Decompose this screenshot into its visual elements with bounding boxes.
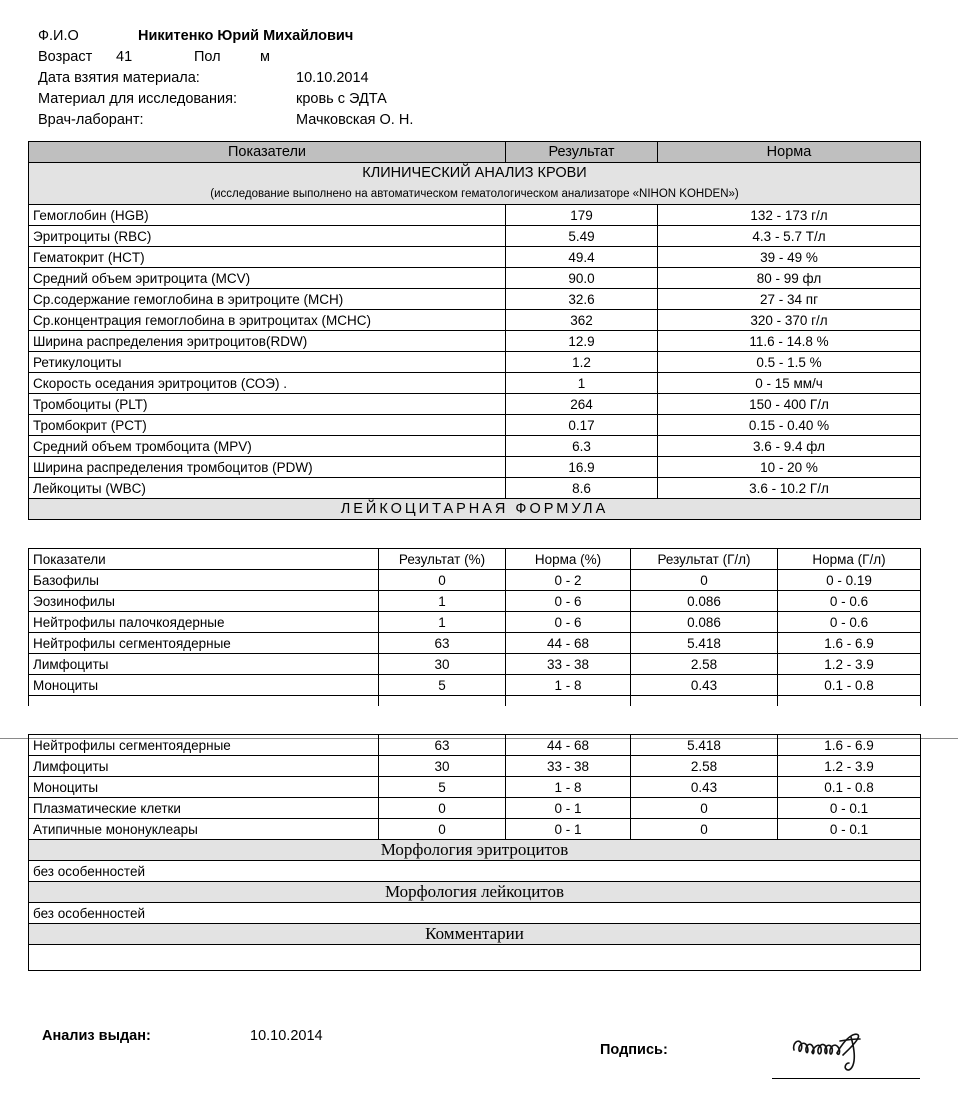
row-name: Ширина распределения тромбоцитов (PDW) xyxy=(29,457,506,478)
section-title-comments: Комментарии xyxy=(29,924,921,945)
material-label: Материал для исследования: xyxy=(38,91,237,107)
row-norm: 3.6 - 9.4 фл xyxy=(658,436,921,457)
table-row xyxy=(29,777,921,798)
collection-date-value: 10.10.2014 xyxy=(296,70,369,86)
row-name: Ср.содержание гемоглобина в эритроците (MCH) xyxy=(29,289,506,310)
table-row xyxy=(29,570,921,591)
row-norm-gl: 1.2 - 3.9 xyxy=(778,756,921,777)
row-norm-pct: 44 - 68 xyxy=(506,633,631,654)
table-row xyxy=(29,352,921,373)
signature-label: Подпись: xyxy=(600,1042,668,1058)
row-norm-pct: 33 - 38 xyxy=(506,654,631,675)
column-header-indicator: Показатели xyxy=(29,549,379,570)
table-row xyxy=(29,226,921,247)
row-result-pct: 1 xyxy=(379,612,506,633)
column-header-result-pct: Результат (%) xyxy=(379,549,506,570)
issued-date: 10.10.2014 xyxy=(250,1028,323,1044)
row-name: Средний объем тромбоцита (MPV) xyxy=(29,436,506,457)
row-name: Тромбоциты (PLT) xyxy=(29,394,506,415)
collection-date-label: Дата взятия материала: xyxy=(38,70,200,86)
row-norm-pct xyxy=(506,696,631,706)
row-norm: 39 - 49 % xyxy=(658,247,921,268)
row-norm: 150 - 400 Г/л xyxy=(658,394,921,415)
row-result-pct: 5 xyxy=(379,777,506,798)
row-norm: 27 - 34 пг xyxy=(658,289,921,310)
section-subtitle-clinical: (исследование выполнено на автоматическом гематологическом анализаторе «NIHON KOHDEN») xyxy=(29,184,921,205)
table-header-row xyxy=(29,142,921,163)
section-title-erythrocyte-morphology: Морфология эритроцитов xyxy=(29,840,921,861)
table-row xyxy=(29,478,921,499)
row-name: Скорость оседания эритроцитов (СОЭ) . xyxy=(29,373,506,394)
patient-age-sex-row xyxy=(38,47,538,68)
row-result-gl: 0 xyxy=(631,798,778,819)
row-result-pct: 1 xyxy=(379,591,506,612)
row-name: Лимфоциты xyxy=(29,654,379,675)
row-result: 179 xyxy=(506,205,658,226)
row-name: Тромбокрит (PCT) xyxy=(29,415,506,436)
row-name: Нейтрофилы палочкоядерные xyxy=(29,612,379,633)
table-row xyxy=(29,205,921,226)
leukocyte-formula-table-page2 xyxy=(28,734,921,971)
row-result-gl: 0 xyxy=(631,570,778,591)
row-result-pct: 30 xyxy=(379,756,506,777)
row-result: 16.9 xyxy=(506,457,658,478)
patient-fio-row xyxy=(38,26,538,47)
row-result-pct: 5 xyxy=(379,675,506,696)
signature-image xyxy=(788,1028,908,1078)
row-name: Нейтрофилы сегментоядерные xyxy=(29,735,379,756)
row-norm-gl: 0.1 - 0.8 xyxy=(778,777,921,798)
comments-value xyxy=(29,945,921,971)
section-title-clinical: КЛИНИЧЕСКИЙ АНАЛИЗ КРОВИ xyxy=(29,163,921,184)
leukocyte-formula-table-page1 xyxy=(28,548,921,706)
table-row xyxy=(29,415,921,436)
row-norm-pct: 44 - 68 xyxy=(506,735,631,756)
row-name: Ср.концентрация гемоглобина в эритроцитах (MCHC) xyxy=(29,310,506,331)
row-result-pct: 63 xyxy=(379,735,506,756)
table-row xyxy=(29,735,921,756)
row-result-pct: 0 xyxy=(379,798,506,819)
comments-value-row xyxy=(29,945,921,971)
morphology-leukocytes-title-row xyxy=(29,882,921,903)
section-title-leukocyte-formula: ЛЕЙКОЦИТАРНАЯ ФОРМУЛА xyxy=(29,499,921,520)
row-norm-gl: 1.6 - 6.9 xyxy=(778,735,921,756)
row-result-pct: 0 xyxy=(379,570,506,591)
row-norm-pct: 1 - 8 xyxy=(506,777,631,798)
section-subtitle-row xyxy=(29,184,921,205)
table-row xyxy=(29,247,921,268)
row-norm-gl: 0 - 0.1 xyxy=(778,819,921,840)
column-header-norm: Норма xyxy=(658,142,921,163)
row-norm: 0 - 15 мм/ч xyxy=(658,373,921,394)
report-footer xyxy=(0,1020,958,1096)
row-result: 6.3 xyxy=(506,436,658,457)
section-title-row xyxy=(29,163,921,184)
row-name xyxy=(29,696,379,706)
row-result: 0.17 xyxy=(506,415,658,436)
row-norm: 11.6 - 14.8 % xyxy=(658,331,921,352)
age-value: 41 xyxy=(116,49,133,65)
table-row-partial xyxy=(29,696,921,706)
row-result-pct: 30 xyxy=(379,654,506,675)
table-row xyxy=(29,373,921,394)
row-name: Гемоглобин (HGB) xyxy=(29,205,506,226)
row-result-gl: 5.418 xyxy=(631,735,778,756)
column-header-norm-gl: Норма (Г/л) xyxy=(778,549,921,570)
clinical-blood-test-table xyxy=(28,141,921,520)
morphology-erythrocytes-title-row xyxy=(29,840,921,861)
table-row xyxy=(29,756,921,777)
table-row xyxy=(29,436,921,457)
row-result-gl: 0.086 xyxy=(631,591,778,612)
row-norm-pct: 0 - 1 xyxy=(506,819,631,840)
row-name: Моноциты xyxy=(29,675,379,696)
row-norm-pct: 1 - 8 xyxy=(506,675,631,696)
row-name: Моноциты xyxy=(29,777,379,798)
material-row xyxy=(38,89,538,110)
issued-label: Анализ выдан: xyxy=(42,1028,151,1044)
table-row xyxy=(29,268,921,289)
row-result: 12.9 xyxy=(506,331,658,352)
row-norm-gl: 1.6 - 6.9 xyxy=(778,633,921,654)
row-norm: 0.5 - 1.5 % xyxy=(658,352,921,373)
morphology-erythrocytes-value-row xyxy=(29,861,921,882)
table-row xyxy=(29,654,921,675)
material-value: кровь с ЭДТА xyxy=(296,91,387,107)
table-row xyxy=(29,675,921,696)
row-norm: 132 - 173 г/л xyxy=(658,205,921,226)
row-name: Лимфоциты xyxy=(29,756,379,777)
column-header-result: Результат xyxy=(506,142,658,163)
row-norm: 10 - 20 % xyxy=(658,457,921,478)
row-result-gl: 0.086 xyxy=(631,612,778,633)
row-result: 8.6 xyxy=(506,478,658,499)
erythrocyte-morphology-value: без особенностей xyxy=(29,861,921,882)
row-result: 264 xyxy=(506,394,658,415)
row-result: 1 xyxy=(506,373,658,394)
row-norm-pct: 0 - 6 xyxy=(506,591,631,612)
row-result-gl: 2.58 xyxy=(631,654,778,675)
table-row xyxy=(29,289,921,310)
row-result: 49.4 xyxy=(506,247,658,268)
row-name: Плазматические клетки xyxy=(29,798,379,819)
section-title-leukocyte-morphology: Морфология лейкоцитов xyxy=(29,882,921,903)
row-result-pct xyxy=(379,696,506,706)
column-header-indicator: Показатели xyxy=(29,142,506,163)
patient-name: Никитенко Юрий Михайлович xyxy=(138,28,354,44)
table-row xyxy=(29,591,921,612)
lab-doctor-label: Врач-лаборант: xyxy=(38,112,144,128)
row-result-gl xyxy=(631,696,778,706)
sex-label: Пол xyxy=(194,49,221,65)
row-norm: 320 - 370 г/л xyxy=(658,310,921,331)
row-name: Ширина распределения эритроцитов(RDW) xyxy=(29,331,506,352)
leukocyte-header-row xyxy=(29,549,921,570)
row-norm-gl: 1.2 - 3.9 xyxy=(778,654,921,675)
row-norm-gl: 0.1 - 0.8 xyxy=(778,675,921,696)
row-name: Атипичные мононуклеары xyxy=(29,819,379,840)
row-name: Ретикулоциты xyxy=(29,352,506,373)
patient-header xyxy=(38,26,538,131)
row-norm-gl: 0 - 0.19 xyxy=(778,570,921,591)
collection-date-row xyxy=(38,68,538,89)
row-result-gl: 0 xyxy=(631,819,778,840)
signature-line xyxy=(772,1078,920,1079)
row-norm: 80 - 99 фл xyxy=(658,268,921,289)
row-result-pct: 0 xyxy=(379,819,506,840)
sex-value: м xyxy=(260,49,270,65)
lab-doctor-value: Мачковская О. Н. xyxy=(296,112,414,128)
row-name: Средний объем эритроцита (MCV) xyxy=(29,268,506,289)
row-result: 362 xyxy=(506,310,658,331)
table-row xyxy=(29,310,921,331)
row-name: Базофилы xyxy=(29,570,379,591)
comments-title-row xyxy=(29,924,921,945)
row-norm-pct: 0 - 6 xyxy=(506,612,631,633)
row-norm-gl xyxy=(778,696,921,706)
table-row xyxy=(29,612,921,633)
row-result: 32.6 xyxy=(506,289,658,310)
row-result-pct: 63 xyxy=(379,633,506,654)
row-result: 5.49 xyxy=(506,226,658,247)
row-norm-gl: 0 - 0.6 xyxy=(778,612,921,633)
row-norm-pct: 33 - 38 xyxy=(506,756,631,777)
lab-doctor-row xyxy=(38,110,538,131)
table-row xyxy=(29,819,921,840)
table-row xyxy=(29,633,921,654)
row-result: 1.2 xyxy=(506,352,658,373)
row-norm: 4.3 - 5.7 Т/л xyxy=(658,226,921,247)
leukocyte-morphology-value: без особенностей xyxy=(29,903,921,924)
row-norm-pct: 0 - 2 xyxy=(506,570,631,591)
row-result-gl: 5.418 xyxy=(631,633,778,654)
row-norm: 3.6 - 10.2 Г/л xyxy=(658,478,921,499)
row-norm-gl: 0 - 0.1 xyxy=(778,798,921,819)
row-result: 90.0 xyxy=(506,268,658,289)
row-norm-gl: 0 - 0.6 xyxy=(778,591,921,612)
table-row xyxy=(29,331,921,352)
table-row xyxy=(29,457,921,478)
row-norm-pct: 0 - 1 xyxy=(506,798,631,819)
age-label: Возраст xyxy=(38,49,93,65)
row-norm: 0.15 - 0.40 % xyxy=(658,415,921,436)
row-name: Лейкоциты (WBC) xyxy=(29,478,506,499)
row-name: Эритроциты (RBC) xyxy=(29,226,506,247)
row-result-gl: 0.43 xyxy=(631,777,778,798)
leukocyte-section-title-row xyxy=(29,499,921,520)
row-name: Эозинофилы xyxy=(29,591,379,612)
row-name: Нейтрофилы сегментоядерные xyxy=(29,633,379,654)
row-result-gl: 0.43 xyxy=(631,675,778,696)
column-header-norm-pct: Норма (%) xyxy=(506,549,631,570)
table-row xyxy=(29,394,921,415)
row-result-gl: 2.58 xyxy=(631,756,778,777)
column-header-result-gl: Результат (Г/л) xyxy=(631,549,778,570)
morphology-leukocytes-value-row xyxy=(29,903,921,924)
table-row xyxy=(29,798,921,819)
row-name: Гематокрит (HCT) xyxy=(29,247,506,268)
fio-label: Ф.И.О xyxy=(38,28,79,44)
